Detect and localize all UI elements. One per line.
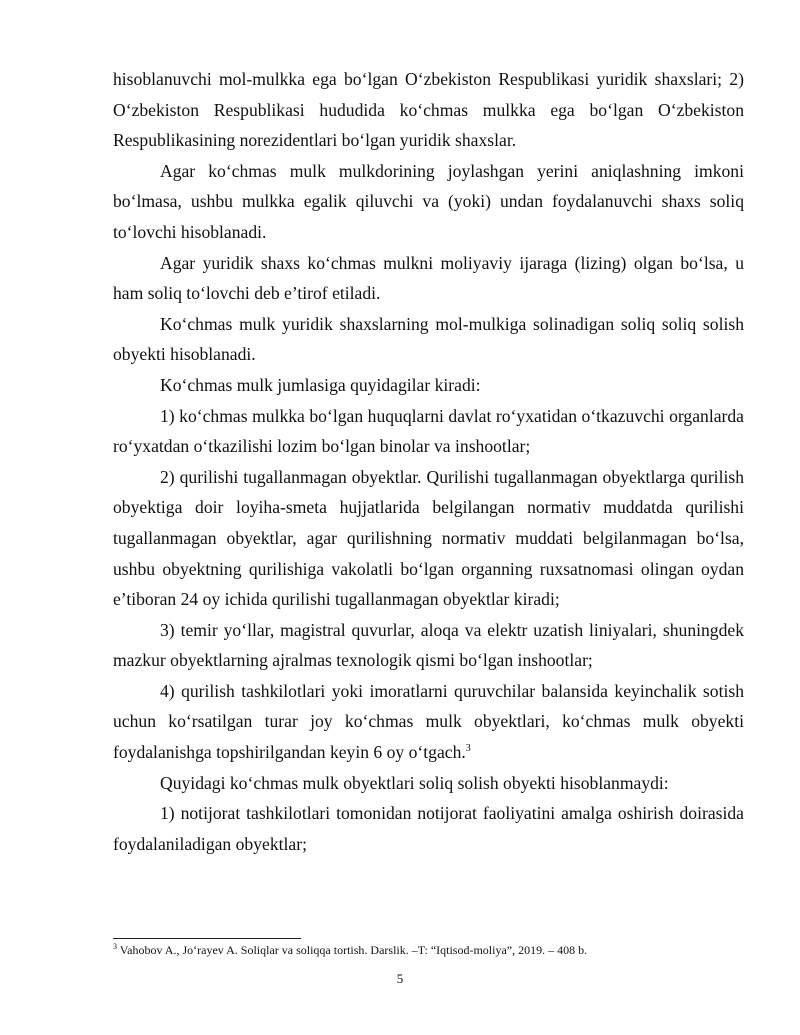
document-body <box>113 64 744 859</box>
list-item: 1) ko‘chmas mulkka bo‘lgan huquqlarni davlat ro‘yxatidan o‘tkazuvchi organlarda ro‘yxatdan o‘tkazilishi lozim bo‘lgan binolar va inshootlar; <box>113 405 744 457</box>
footnote-divider <box>113 938 301 939</box>
list-item: 3) temir yo‘llar, magistral quvurlar, aloqa va elektr uzatish liniyalari, shuningdek mazkur obyektlarning ajralmas texnologik qismi bo‘lgan inshootlar; <box>113 619 744 671</box>
list-item: 1) notijorat tashkilotlari tomonidan notijorat faoliyatini amalga oshirish doirasida foydalaniladigan obyektlar; <box>113 803 744 854</box>
footnote-text: Vahobov A., Jo‘rayev A. Soliqlar va soliqqa tortish. Darslik. –T: “Iqtisod-moliya”, 2019. – 408 b. <box>117 943 588 957</box>
list-item: 2) qurilishi tugallanmagan obyektlar. Qurilishi tugallanmagan obyektlarga qurilish obyektiga doir loyiha-smeta hujjatlarida belgilangan normativ muddatda qurilishi tugallanmagan obyektlar, agar qurilishning normativ muddati belgilanmagan bo‘lsa, ushbu obyektning qurilishiga vakolatli bo‘lgan organning ruxsatnomasi olingan oydan e’tiboran 24 oy ichida qurilishi tugallanmagan obyektlar kiradi; <box>113 466 744 610</box>
footnote-marker: 3 <box>113 942 117 951</box>
page-number: 5 <box>396 971 404 986</box>
paragraph: Ko‘chmas mulk jumlasiga quyidagilar kiradi: <box>160 374 481 395</box>
paragraph: Agar yuridik shaxs ko‘chmas mulkni moliyaviy ijaraga (lizing) olgan bo‘lsa, u ham soliq to‘lovchi deb e’tirof etiladi. <box>113 252 744 304</box>
paragraph: Ko‘chmas mulk yuridik shaxslarning mol-mulkiga solinadigan soliq soliq solish obyekti hisoblanadi. <box>113 313 744 365</box>
paragraph-continuation: hisoblanuvchi mol-mulkka ega bo‘lgan O‘zbekiston Respublikasi yuridik shaxslari; 2) O‘zbekiston Respublikasi hududida ko‘chmas mulkka ega bo‘lgan O‘zbekiston Respublikasining norezidentlari bo‘lgan yuridik shaxslar. <box>113 69 744 151</box>
list-item <box>113 676 744 768</box>
paragraph: Quyidagi ko‘chmas mulk obyektlari soliq solish obyekti hisoblanmaydi: <box>160 772 669 793</box>
list-item-text: 4) qurilish tashkilotlari yoki imoratlarni quruvchilar balansida keyinchalik sotish uchun ko‘rsatilgan turar joy ko‘chmas mulk obyektlari, ko‘chmas mulk obyekti foydalanishga topshirilgandan keyin 6 oy o‘tgach. <box>113 680 744 763</box>
paragraph: Agar ko‘chmas mulk mulkdorining joylashgan yerini aniqlashning imkoni bo‘lmasa, ushbu mulkka egalik qiluvchi va (yoki) undan foydalanuvchi shaxs soliq to‘lovchi hisoblanadi. <box>113 160 744 242</box>
footnote <box>113 942 753 958</box>
footnote-reference[interactable]: 3 <box>465 743 471 755</box>
